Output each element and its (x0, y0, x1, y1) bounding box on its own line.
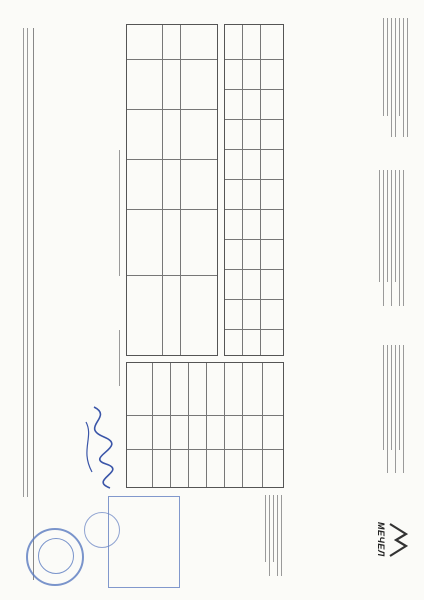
logo-wordmark: МЕЧЕЛ (376, 522, 386, 557)
header-line (407, 18, 408, 137)
recipient-line (387, 18, 388, 116)
right-info-line (403, 345, 404, 473)
product-line (391, 170, 392, 306)
recipient-line (391, 18, 392, 137)
signature-note-line (119, 150, 120, 276)
footer-line (27, 28, 28, 497)
footer-block (11, 28, 34, 580)
header-line (399, 18, 400, 116)
logo-mark (388, 520, 408, 584)
date-line (119, 330, 120, 386)
right-info-line (387, 345, 388, 473)
product-line (395, 170, 396, 282)
product-line (399, 170, 400, 306)
conclusion-line (277, 495, 278, 576)
chemical-composition-table (224, 24, 284, 356)
handwritten-signature (74, 402, 124, 492)
right-info-line (399, 345, 400, 450)
tests-table (126, 362, 284, 488)
conclusion-line (273, 495, 274, 562)
product-line (379, 170, 380, 282)
conclusion-line (269, 495, 270, 576)
company-seal-stamp (26, 528, 84, 586)
signature-note-block (116, 150, 122, 330)
footer-line (23, 28, 24, 497)
conclusion-block (262, 495, 284, 590)
right-info-line (391, 345, 392, 450)
recipient-line (383, 18, 384, 116)
product-line (403, 170, 404, 306)
date-block (116, 330, 122, 410)
header-block (380, 18, 410, 158)
conclusion-line (265, 495, 266, 562)
right-info-line (395, 345, 396, 473)
mechanical-properties-table (126, 24, 218, 356)
rectangular-approval-stamp (108, 496, 180, 588)
right-info-block (380, 345, 406, 495)
product-block (376, 170, 406, 330)
conclusion-line (281, 495, 282, 576)
product-line (387, 170, 388, 282)
right-info-line (383, 345, 384, 450)
recipient-line (395, 18, 396, 137)
product-line (383, 170, 384, 306)
header-line (403, 18, 404, 137)
mechel-logo-icon (364, 520, 408, 584)
